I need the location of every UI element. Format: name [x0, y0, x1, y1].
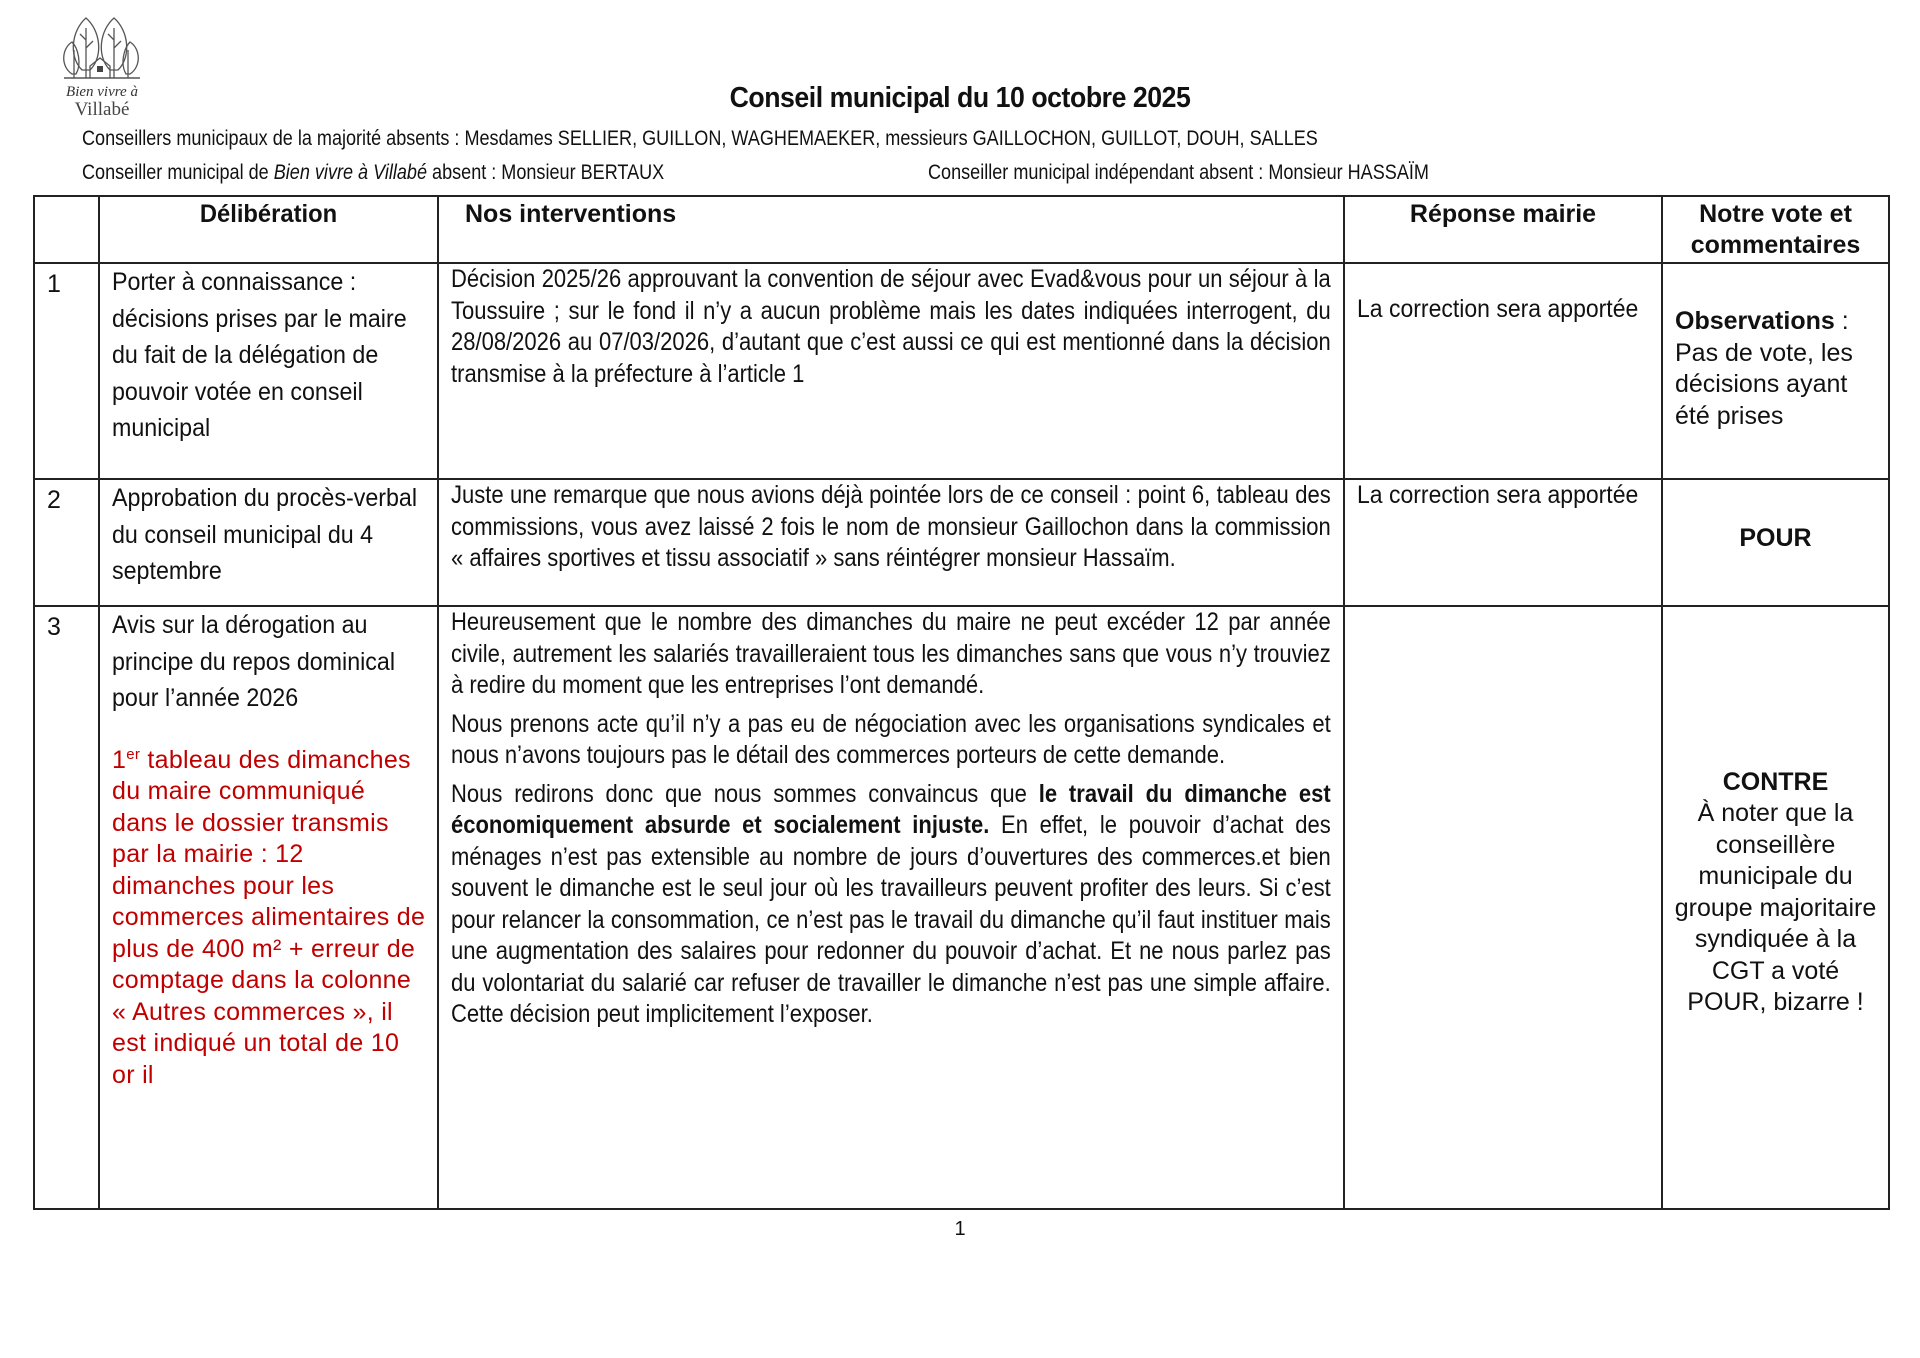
row-number: 3 [34, 606, 99, 1209]
row-number: 1 [34, 263, 99, 479]
vote-label: CONTRE [1722, 767, 1829, 796]
vote-cell [1662, 479, 1889, 606]
page-title: Conseil municipal du 10 octobre 2025 [729, 82, 1191, 114]
column-header-vote: Notre vote et commentaires [1662, 196, 1889, 263]
majority-absent-line: Conseillers municipaux de la majorité absents : Mesdames SELLIER, GUILLON, WAGHEMAEKER, messieurs GAILLOCHON, GUILLOT, DOUH, SALLES [82, 127, 1318, 150]
emphasis: le travail du dimanche est économiquement absurde et socialement injuste. [451, 779, 1331, 839]
bva-absent-line: Conseiller municipal de Bien vivre à Villabé absent : Monsieur BERTAUX [82, 161, 665, 184]
column-header-number [34, 196, 99, 263]
vote-label: Observations [1675, 307, 1835, 335]
interventions-cell: Décision 2025/26 approuvant la convention de séjour avec Evad&vous pour un séjour à la Toussuire ; sur le fond il n’y a aucun problème mais les dates indiquées interrogent, du 28/08/2026 au 07/03/2026, d’autant que c’est aussi ce qui est mentionné dans la décision transmise à la préfecture à l’article 1 [438, 263, 1344, 479]
deliberation-note: 1er tableau des dimanches du maire communiqué dans le dossier transmis par la mairie : 12 dimanches pour les commerces alimentaires de plus de 400 m² + erreur de comptage dans la colonne « Autres commerces », il est indiqué un total de 10 or il [112, 745, 426, 1089]
svg-text:Bien vivre à: Bien vivre à [66, 84, 138, 100]
vote-cell [1662, 606, 1889, 1209]
page-number: 1 [954, 1218, 966, 1240]
deliberation-cell: Approbation du procès-verbal du conseil municipal du 4 septembre [99, 479, 438, 606]
interventions-cell: Heureusement que le nombre des dimanches du maire ne peut excéder 12 par année civile, autrement les salariés travailleraient tous les dimanches sans que vous n’y trouviez à redire du moment que les entreprises l’ont demandé. Nous prenons acte qu’il n’y a pas eu de négociation avec les organisations syndicales et nous n’avons toujours pas le détail des commerces porteurs de cette demande. Nous redirons donc que nous sommes convaincus que le travail du dimanche est économiquement absurde et socialement injuste. En effet, le pouvoir d’achat des ménages n’est pas extensible au nombre de jours d’ouvertures des commerces.et bien souvent le dimanche est le seul jour où les travailleurs peuvent profiter des leurs. Si c’est pour relancer la consommation, ce n’est pas le travail du dimanche qu’il faut instituer mais une augmentation des salaires pour redonner du pouvoir d’achat. Et ne nous parlez pas du volontariat du salarié car refuser de travailler le dimanche n’est pas une simple affaire. Cette décision peut implicitement l’exposer. [438, 606, 1344, 1209]
deliberation-cell: Avis sur la dérogation au principe du repos dominical pour l’année 2026 1er tableau des dimanches du maire communiqué dans le dossier transmis par la mairie : 12 dimanches pour les commerces alimentaires de plus de 400 m² + erreur de comptage dans la colonne « Autres commerces », il est indiqué un total de 10 or il [99, 606, 438, 1209]
vote-cell: Observations : Pas de vote, les décisions ayant été prises [1662, 263, 1889, 479]
deliberations-table [33, 195, 1890, 1210]
column-header-interventions: Nos interventions [438, 196, 1344, 263]
deliberation-cell: Porter à connaissance : décisions prises par le maire du fait de la délégation de pouvoir votée en conseil municipal [99, 263, 438, 479]
svg-text:Villabé: Villabé [74, 99, 130, 120]
column-header-reponse: Réponse mairie [1344, 196, 1662, 263]
reponse-cell [1344, 606, 1662, 1209]
table-row [34, 479, 1889, 606]
table-row [34, 263, 1889, 479]
table-header-row [34, 196, 1889, 263]
row-number: 2 [34, 479, 99, 606]
vote-label: POUR [1739, 523, 1812, 552]
table-row [34, 606, 1889, 1209]
group-name: Bien vivre à Villabé [273, 161, 428, 184]
interventions-cell: Juste une remarque que nous avions déjà pointée lors de ce conseil : point 6, tableau des commissions, vous avez laissé 2 fois le nom de monsieur Gaillochon dans la commission « affaires sportives et tissu associatif » sans réintégrer monsieur Hassaïm. [438, 479, 1344, 606]
column-header-deliberation: Délibération [99, 196, 438, 263]
reponse-cell: La correction sera apportée [1344, 263, 1662, 479]
reponse-cell: La correction sera apportée [1344, 479, 1662, 606]
independent-absent-line: Conseiller municipal indépendant absent : Monsieur HASSAÏM [928, 161, 1429, 184]
vote-comment: À noter que la conseillère municipale du groupe majoritaire syndiquée à la CGT a voté POUR, bizarre ! [1674, 799, 1877, 1016]
